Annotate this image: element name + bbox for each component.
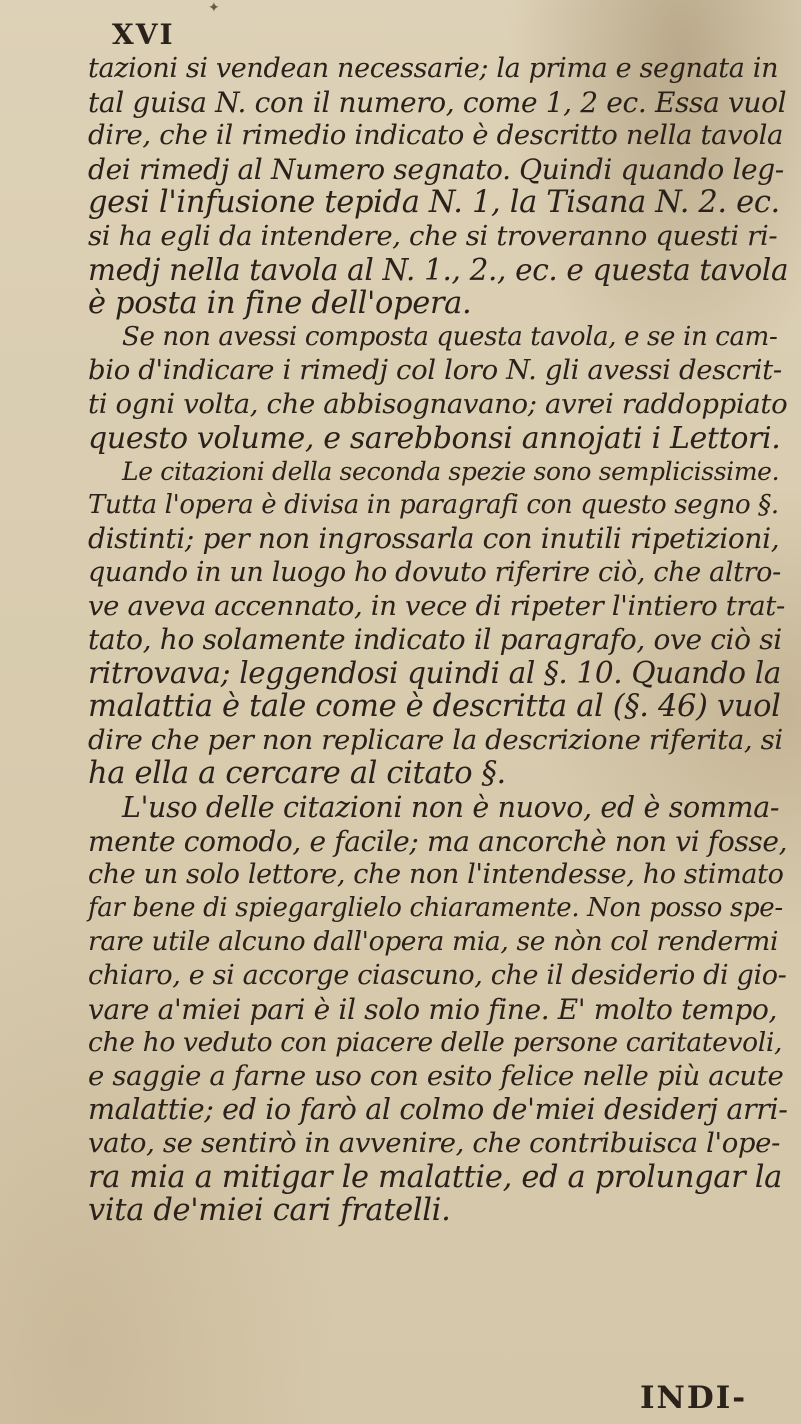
- text-line: malattia è tale come è descritta al (§. 46) vuol: [88, 689, 781, 725]
- text-line: rare utile alcuno dall'opera mia, se nòn col rendermi: [88, 926, 779, 958]
- text-line: tal guisa N. con il numero, come 1, 2 ec. Essa vuol: [88, 85, 787, 119]
- paragraph-start-line: Se non avessi composta questa tavola, e se in cam-: [122, 321, 778, 352]
- text-line: ha ella a cercare al citato §.: [88, 756, 506, 792]
- text-line: vita de'miei cari fratelli.: [88, 1193, 451, 1229]
- body-text: [88, 52, 788, 1228]
- text-line: ve aveva accennato, in vece di ripeter l'intiero trat-: [88, 589, 785, 622]
- text-line: che un solo lettore, che non l'intendesse, ho stimato: [88, 859, 784, 891]
- text-line: dire, che il rimedio indicato è descritto nella tavola: [88, 119, 784, 152]
- paragraph-start-line: Le citazioni della seconda spezie sono semplicissime.: [122, 457, 780, 487]
- text-line: è posta in fine dell'opera.: [88, 286, 472, 322]
- text-line: gesi l'infusione tepida N. 1, la Tisana N. 2. ec.: [88, 185, 780, 221]
- text-line: mente comodo, e facile; ma ancorchè non vi fosse,: [88, 824, 788, 858]
- text-line: chiaro, e si accorge ciascuno, che il desiderio di gio-: [88, 960, 787, 992]
- text-line: ti ogni volta, che abbisognavano; avrei raddoppiato: [88, 387, 788, 420]
- text-line: questo volume, e sarebbonsi annojati i Lettori.: [88, 420, 781, 456]
- text-line: tazioni si vendean necessarie; la prima e segnata in: [88, 53, 779, 84]
- text-line: ritrovava; leggendosi quindi al §. 10. Quando la: [88, 655, 782, 690]
- text-line: bio d'indicare i rimedj col loro N. gli avessi descrit-: [88, 354, 782, 387]
- text-line: vare a'miei pari è il solo mio fine. E' molto tempo,: [88, 992, 778, 1026]
- text-line: si ha egli da intendere, che si troveranno questi ri-: [88, 219, 778, 252]
- page-number: XVI: [112, 18, 175, 51]
- text-line: Tutta l'opera è divisa in paragrafi con questo segno §.: [88, 489, 779, 520]
- text-line: dei rimedj al Numero segnato. Quindi quando leg-: [88, 152, 784, 186]
- text-line: che ho veduto con piacere delle persone caritatevoli,: [88, 1027, 783, 1059]
- text-line: distinti; per non ingrossarla con inutili ripetizioni,: [88, 522, 780, 556]
- text-line: tato, ho solamente indicato il paragrafo, ove ciò si: [88, 623, 782, 657]
- text-line: e saggie a farne uso con esito felice nelle più acute: [88, 1059, 784, 1092]
- text-line: medj nella tavola al N. 1., 2., ec. e questa tavola: [88, 252, 789, 287]
- text-line: far bene di spiegarglielo chiaramente. Non posso spe-: [88, 892, 783, 923]
- text-line: ra mia a mitigar le malattie, ed a prolungar la: [88, 1159, 782, 1195]
- text-line: vato, se sentirò in avvenire, che contribuisca l'ope-: [88, 1127, 781, 1159]
- paragraph-start-line: L'uso delle citazioni non è nuovo, ed è somma-: [122, 791, 780, 825]
- ink-mark-icon: ✦: [208, 0, 220, 16]
- text-line: dire che per non replicare la descrizione riferita, si: [88, 723, 783, 756]
- text-line: malattie; ed io farò al colmo de'miei desiderj arri-: [88, 1093, 788, 1127]
- text-line: quando in un luogo ho dovuto riferire ciò, che altro-: [88, 556, 781, 588]
- catchword: INDI-: [640, 1380, 748, 1416]
